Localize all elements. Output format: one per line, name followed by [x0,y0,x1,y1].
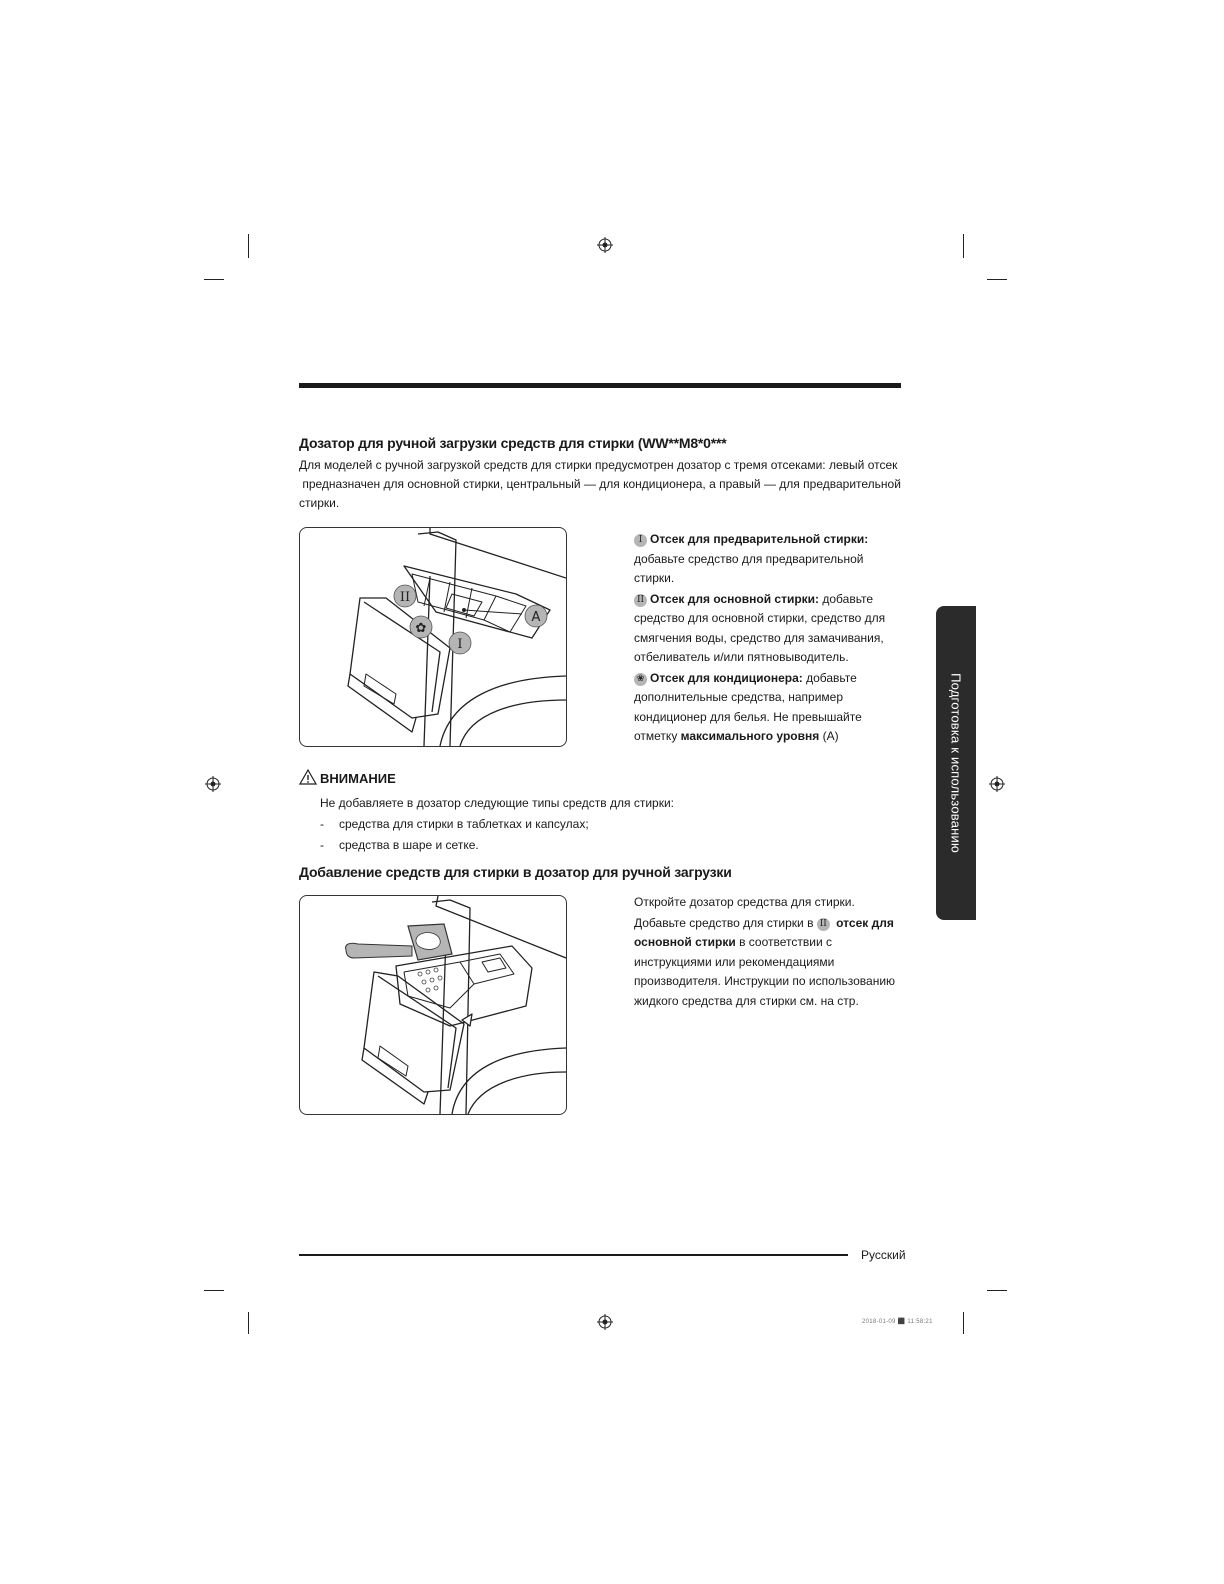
crop-mark [987,279,1007,280]
compartment-descriptions [634,530,906,748]
registration-mark-icon [205,776,221,792]
crop-mark [248,1312,249,1334]
step-open-dispenser: Откройте дозатор средства для стирки. [634,895,855,909]
intro-line: предназначен для основной стирки, центральный — для кондиционера, а правый — для предварительной [299,477,901,491]
caution-item: - средства в шаре и сетке. [320,835,880,856]
max-level-label: A [531,610,541,625]
flower-icon: ❀ [634,673,647,686]
header-rule [299,383,901,388]
crop-mark [204,1290,224,1291]
chapter-tab [936,606,976,920]
caution-body [320,793,880,856]
crop-mark [204,279,224,280]
adding-detergent-illustration [300,896,566,1114]
registration-mark-icon [597,237,613,253]
adding-detergent-figure [299,895,567,1115]
roman-1-icon: I [634,534,647,547]
mainwash-description: II Отсек для основной стирки: добавьте средство для основной стирки, средство для смягчения воды, средство для замачивания, отбеливатель и/или пятновыводитель. [634,591,886,664]
measuring-scoop-handle [346,943,412,958]
compartment-1-label: I [457,637,463,652]
dispenser-figure [299,527,567,747]
prewash-description: I Отсек для предварительной стирки: добавьте средство для предварительной стирки. [634,532,869,585]
softener-icon: ✿ [415,621,427,636]
softener-description: ❀ Отсек для кондиционера: добавьте дополнительные средства, например кондиционер для белья. Не превышайте отметку максимального уровня (A) [634,670,862,743]
warning-triangle-icon [299,769,317,785]
caution-title: ВНИМАНИЕ [320,771,396,786]
crop-mark [987,1290,1007,1291]
detergent-dots [418,968,442,992]
section-intro [299,456,899,513]
caution-heading [299,769,396,786]
adding-steps [634,893,906,1012]
registration-mark-icon [597,1314,613,1330]
language-label: Русский [861,1248,906,1262]
caution-intro: Не добавляете в дозатор следующие типы средств для стирки: [320,796,675,810]
registration-mark-icon [989,776,1005,792]
compartment-2-label: II [399,590,411,605]
intro-line: Для моделей с ручной загрузкой средств для стирки предусмотрен дозатор с тремя отсеками: левый отсек [299,458,898,472]
chapter-tab-label: Подготовка к использованию [948,673,964,853]
section2-title: Добавление средств для стирки в дозатор для ручной загрузки [299,864,732,880]
roman-2-icon: II [634,594,647,607]
caution-list [320,814,880,856]
intro-line: стирки. [299,496,340,510]
crop-mark [963,234,964,258]
crop-mark [963,1312,964,1334]
roman-2-icon: II [817,918,830,931]
print-stamp: 2018-01-09 ⬛ 11:58:21 [862,1319,933,1325]
caution-item: - средства для стирки в таблетках и капсулах; [320,814,880,835]
crop-mark [248,234,249,258]
footer-rule [299,1254,848,1256]
section-title: Дозатор для ручной загрузки средств для стирки (WW**M8*0*** [299,435,727,451]
step-add-detergent: Добавьте средство для стирки в II отсек для основной стирки в соответствии с инструкциями или рекомендациями производителя. Инструкции по использованию жидкого средства для стирки см. на стр. [634,915,896,1008]
dispenser-illustration [300,528,566,746]
